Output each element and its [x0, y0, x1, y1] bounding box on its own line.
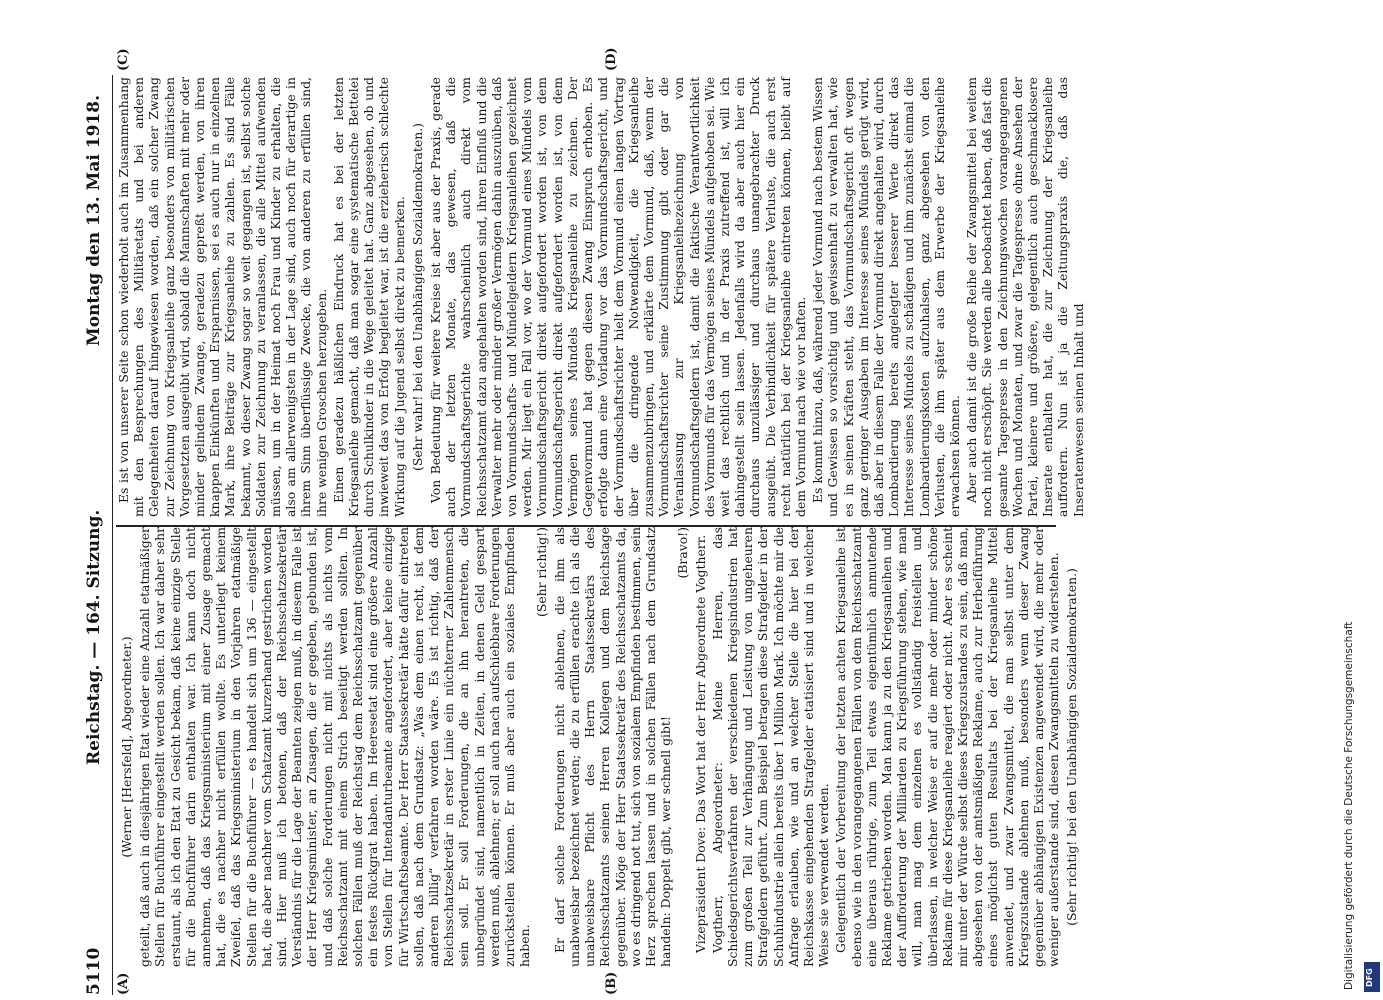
margin-mark-b: (B) — [604, 971, 619, 995]
left-paragraph-3: Gelegentlich der Vorbereitung der letzten achten Kriegsanleihe ist ebenso wie in den vorangegangenen Fällen von dem Reichsschatzamt eine überaus rührige, zum Teil etwas eigentümlich anmutende Reklame getrieben worden. Man kann ja zu den Kriegsanleihen und der Aufforderung der Milliarden zu Kriegsführung stehen, wie man will, man mag dem einzelnen es vollständig freistellen und überlassen, in welcher Weise er auf die mehr oder minder schöne Reklame für diese Kriegsanleihe reagiert oder nicht. Aber es scheint mir unter der Würde selbst dieses Kriegszustandes zu sein, daß man, abgesehen von der amtsmäßigen Reklame, auch zur Herbeiführung eines möglichst guten Resultats bei der Kriegsanleihe Mittel anwendet, und zwar Zwangsmittel, die man selbst unter dem Kriegszustande ablehnen muß, besonders wenn dieser Zwang gegenüber abhängigen Existenzen angewendet wird, die mehr oder weniger außerstande sind, diesen Zwangsmitteln zu widerstehen. — [833, 527, 1062, 967]
page-header — [82, 95, 112, 995]
right-column — [116, 77, 1086, 517]
header-date: Montag den 13. Mai 1918. — [84, 95, 104, 347]
right-paragraph-4: Es kommt hinzu, daß, während jeder Vormund nach bestem Wissen und Gewissen so vorsichtig und gewissenhaft zu verwalten hat, wie es in seinen Kräften steht, das Vormundschaftsgericht oft wegen ganz geringer Ausgaben im Interesse seines Mündels gerügt wird, daß aber in diesem Falle der Vormund direkt angehalten wird, durch Lombardierung bereits angelegter besserer Werte direkt das Interesse seines Mündels zu schädigen und ihm zunächst einmal die Lombardierungskosten aufzuhalsen, ganz abgesehen von den Verlusten, die ihm später aus dem Erwerbe der Kriegsanleihe erwachsen können. — [810, 77, 962, 517]
margin-mark-d: (D) — [604, 47, 619, 71]
dfg-logo-text: DFG — [1365, 968, 1374, 987]
left-column — [116, 526, 1080, 967]
right-paragraph-5: Aber auch damit ist die große Reihe der Zwangsmittel bei weitem noch nicht erschöpft. Sie werden alle beobachtet haben, daß fast die gesamte Tagespresse in den Zeichnungswochen vorangegangenen Wochen und Monaten, und zwar die Tagespresse ohne Ansehen der Partei, kleinere und größere, gelegentlich auch geschmacklosere Inserate enthalten hat, die zur Zeichnung der Kriegsanleihe auffordern. Nun ist ja die Zeitungspraxis die, daß das Inseratenwesen seinen Inhalt und — [964, 77, 1086, 517]
column-rule — [116, 525, 1056, 527]
margin-mark-a: (A) — [116, 972, 131, 995]
margin-mark-c: (C) — [116, 48, 131, 71]
right-paragraph-3: Von Bedeutung für weitere Kreise ist aber aus der Praxis, gerade auch der letzten Monate, das gewesen, daß die Vormundschaftsgerichte wahrscheinlich auch direkt vom Reichsschatzamt dazu angehalten worden sind, ihren Einfluß und die Verwalter mehr oder minder großer Vermögen dahin auszuüben, daß von Vormundschafts- und Mündelgeldern Kriegsanleihen gezeichnet werden. Mir liegt ein Fall vor, wo der Vormund eines Mündels vom Vormundschaftsgericht direkt aufgefordert worden ist, von dem Vormundschaftsgericht direkt aufgefordert worden ist, von dem Vermögen seines Mündels Kriegsanleihe zu zeichnen. Der Gegenvormund hat gegen diesen Zwang Einspruch erhoben. Es erfolgte dann eine Vorladung vor das Vormundschaftsgericht, und der Vormundschaftsrichter hielt dem Vormund einen langen Vortrag über die dringende Notwendigkeit, die Kriegsanleihe zusammenzubringen, und erklärte dem Vormund, daß, wenn der Vormundschaftsrichter seine Zustimmung gibt oder gar die Veranlassung zur Kriegsanleihezeichnung von Vormundschaftsgeldern ist, damit die faktische Verantwortlichkeit des Vormunds für das Vermögen seines Mündels aufgehoben sei. Wie weit das rechtlich und in der Praxis zutreffend ist, will ich dahingestellt sein lassen. Jedenfalls wird da aber auch hier ein durchaus unzulässiger und durchaus unangebrachter Druck ausgeübt. Die Verbindlichkeit für spätere Verluste, die auch erst recht natürlich bei der Kriegsanleihe eintreten können, bleibt auf dem Vormund nach wie vor haften. — [428, 77, 808, 517]
header-title: Reichstag. — 164. Sitzung. — [84, 509, 104, 765]
page-number: 5110 — [84, 947, 104, 995]
dfg-logo — [1364, 962, 1380, 992]
right-paragraph-2: Einen geradezu häßlichen Eindruck hat es bei der letzten Kriegsanleihe gemacht, daß man sogar eine systematische Bettelei durch Schulkinder in die Wege geleitet hat. Ganz abgesehen, ob und inwieweit das von Erfolg begleitet war, ist die erzieherisch schlechte Wirkung auf die Jugend selbst direkt zu bemerken. — [330, 77, 407, 517]
rotated-page — [82, 0, 1342, 995]
interjection-1: (Sehr richtig!) — [534, 527, 550, 617]
left-paragraph-2: Er darf solche Forderungen nicht ablehnen, die ihm als unabweisbar bezeichnet werden; die zu erfüllen erachte ich als die unabweisbare Pflicht des Herrn Staatssekretärs des Reichsschatzamts seinen Herren Kollegen und dem Reichstage gegenüber. Möge der Herr Staatssekretär des Reichsschatzamts da, wo es dringend not tut, sich von sozialem Empfinden bestimmen, sein Herz sprechen lassen und in solchen Fällen nach dem Grundsatz handeln: Doppelt gibt, wer schnell gibt! — [551, 526, 674, 967]
right-paragraph-1: Es ist von unserer Seite schon wiederholt auch im Zusammenhang mit den Besprechungen des Militäretats und bei anderen Gelegenheiten darauf hingewiesen worden, daß ein solcher Zwang zur Zeichnung von Kriegsanleihe ganz besonders von militärischen Vorgesetzten ausgeübt wird, sobald die Mannschaften mit mehr oder minder gelindem Zwange, geradezu gepreßt werden, von ihren knappen Einkünften und Ersparnissen, sei es auch nur in einzelnen Mark, ihre Beiträge zur Kriegsanleihe zu zahlen. Es sind Fälle bekannt, wo dieser Zwang sogar so weit gegangen ist, selbst solche Soldaten zur Zeichnung zu veranlassen, die alle Mittel aufwenden müssen, um in der Heimat noch Frau und Kinder zu erhalten, die also am allerwenigsten in der Lage sind, auch noch für derartige in ihrem Sinn überflüssige Zwecke, die von anderen zu erfüllen sind, ihre wenigen Groschen herzugeben. — [116, 77, 329, 517]
interjection-4: (Sehr wahr! bei den Unabhängigen Sozialdemokraten.) — [409, 123, 425, 471]
president-announcement: Vizepräsident Dove: Das Wort hat der Herr Abgeordnete Vogtherr. — [692, 534, 708, 953]
digitization-note-text: Digitalisierung gefördert durch die Deutsche Forschungsgemeinschaft — [1343, 621, 1355, 990]
digitization-note — [1343, 430, 1363, 990]
header-rule — [112, 75, 113, 995]
speaker-line: (Werner [Hersfeld], Abgeordneter.) — [119, 636, 134, 858]
left-paragraph-1: geteilt, daß auch in diesjährigen Etat wieder eine Anzahl etatmäßiger Stellen für Buchführer eingestellt werden sollen. Ich war daher sehr erstaunt, als ich den Etat zu Gesicht bekam, daß keine einzige Stelle für die Buchführer darin enthalten war. Ich kann doch nicht annehmen, daß das Kriegsministerium mit einer Zusage gemacht hat, die es nachher nicht erfüllen wollte. Es unterliegt keinem Zweifel, daß das Kriegsministerium in den Vorjahren etatmäßige Stellen für die Buchführer — es handelt sich um 136 — eingestellt hat, die aber nachher vom Schatzamt kurzerhand gestrichen worden sind. Hier muß ich betonen, daß der Reichsschatzsekretär Verständnis für die Lage der Beamten zeigen muß, in diesem Falle ist der Herr Kriegsminister, an Zusagen, die er gegeben, gebunden ist, und daß solche Forderungen nicht mit nichts als nichts vom Reichsschatzamt mit einem Strich beseitigt werden sollten. In solchen Fällen muß der Reichstag dem Reichsschatzamt gegenüber ein festes Rückgrat haben. Im Heeresetat sind eine größere Anzahl von Stellen für Intendanturbeamte angefordert, aber keine einzige für Wirtschaftsbeamte. Der Herr Staatssekretär hätte dafür eintreten sollen, daß nach dem Grundsatz: „Was dem einen recht, ist dem anderen billig“ verfahren worden wäre. Es ist richtig, daß der Reichsschatzsekretär in erster Linie ein nüchterner Zahlenmensch sein soll. Er soll Forderungen, die an ihn herantreten, die unbegründet sind, namentlich in Zeiten, in denen Geld gespart werden muß, ablehnen; er soll auch nach aufschiebbare Forderungen zurückstellen können. Er muß aber auch ein soziales Empfinden haben. — [137, 527, 533, 967]
interjection-2: (Bravo!) — [675, 527, 691, 579]
speaker-paragraph: Vogtherr, Abgeordneter: Meine Herren, das Schiedsgerichtsverfahren der verschiedenen Kriegsindustrien hat zum großen Teil zur Verhängung und Leistung von ungeheuren Strafgeldern geführt. Zum Beispiel betragen diese Strafgelder in der Schuhindustrie allein bereits über 1 Million Mark. Ich möchte mir die Anfrage erlauben, wie und an welcher Stelle die hier bei der Reichskasse eingehenden Strafgelder etatisiert sind und in welcher Weise sie verwendet werden. — [709, 527, 832, 967]
interjection-3: (Sehr richtig! bei den Unabhängigen Sozialdemokraten.) — [1064, 568, 1080, 926]
